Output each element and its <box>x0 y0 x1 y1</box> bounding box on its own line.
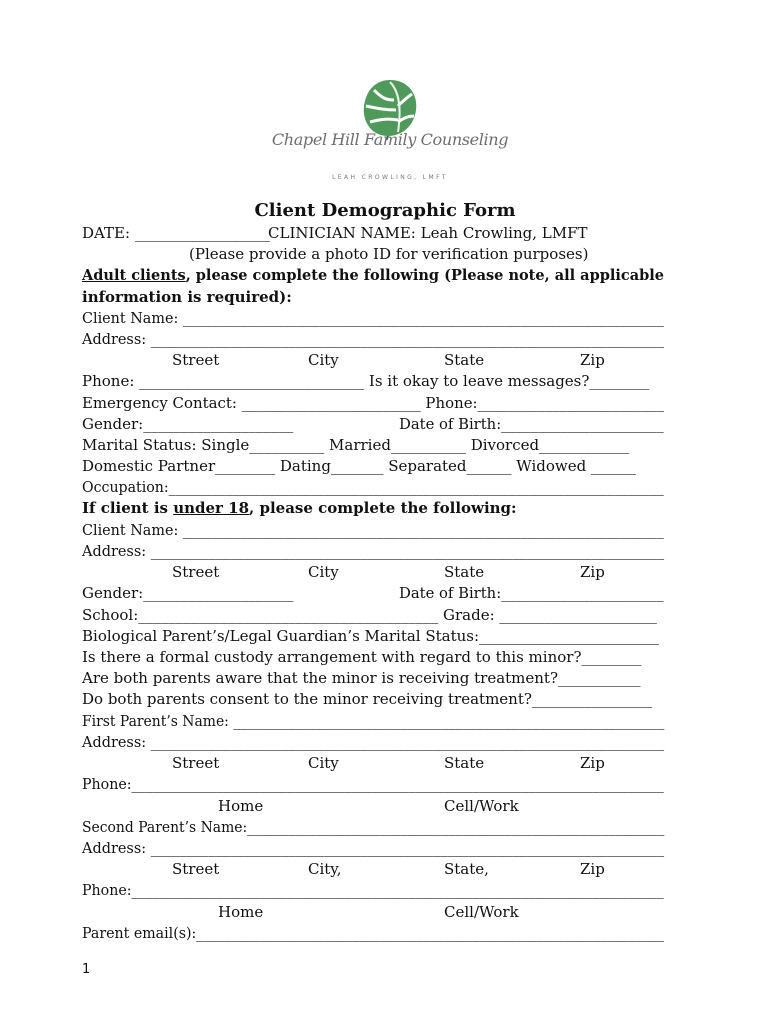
marital-status-field[interactable]: Marital Status: Single__________ Married__________ Divorced____________ <box>82 436 630 454</box>
minor-section-heading <box>82 499 517 518</box>
occupation-field[interactable]: Occupation:______________________________________________________________________ <box>82 478 664 496</box>
first-parent-city-label: City <box>308 754 339 772</box>
second-parent-phone-field[interactable]: Phone:___________________________________________________________________________ <box>82 881 664 899</box>
adult-dob-field[interactable]: Date of Birth:______________________ <box>399 415 664 433</box>
minor-street-label: Street <box>172 563 220 581</box>
minor-dob-field[interactable]: Date of Birth:______________________ <box>399 584 664 602</box>
adult-section-heading <box>82 266 664 285</box>
relationship-status-field[interactable]: Domestic Partner________ Dating_______ Separated______ Widowed ______ <box>82 457 636 475</box>
minor-client-name-field[interactable]: Client Name: ___________________________________________________________________ <box>82 521 664 539</box>
parents-consent-field[interactable]: Do both parents consent to the minor receiving treatment?________________ <box>82 690 652 708</box>
adult-heading-line2: information is required): <box>82 288 292 306</box>
minor-state-label: State <box>444 563 485 581</box>
practice-logo <box>270 72 510 190</box>
parents-aware-field[interactable]: Are both parents aware that the minor is receiving treatment?___________ <box>82 669 641 687</box>
adult-heading-underlined: Adult clients <box>82 266 186 284</box>
second-parent-home-label: Home <box>218 903 264 921</box>
second-parent-city-label: City, <box>308 860 342 878</box>
first-parent-phone-field[interactable]: Phone:___________________________________________________________________________ <box>82 775 664 793</box>
adult-state-label: State <box>444 351 485 369</box>
first-parent-street-label: Street <box>172 754 220 772</box>
emergency-contact-field[interactable]: Emergency Contact: ________________________ Phone:_________________________ <box>82 394 665 412</box>
school-grade-field[interactable]: School:________________________________________ Grade: _____________________ <box>82 606 657 624</box>
adult-address-field[interactable]: Address: _______________________________________________________________________ <box>82 330 665 348</box>
first-parent-cell-label: Cell/Work <box>444 797 519 815</box>
second-parent-name-field[interactable]: Second Parent’s Name:____________________________________________________________ <box>82 818 665 836</box>
minor-heading-rest: , please complete the following: <box>249 499 517 517</box>
adult-city-label: City <box>308 351 339 369</box>
page-number: 1 <box>82 962 91 977</box>
minor-city-label: City <box>308 563 339 581</box>
parent-email-field[interactable]: Parent email(s):__________________________________________________________________ <box>82 924 665 942</box>
minor-heading-underlined: under 18 <box>173 499 250 517</box>
second-parent-state-label: State, <box>444 860 489 878</box>
adult-heading-rest: , please complete the following (Please note, all applicable <box>185 266 664 284</box>
second-parent-cell-label: Cell/Work <box>444 903 519 921</box>
minor-heading-pre: If client is <box>82 499 174 517</box>
first-parent-address-field[interactable]: Address: _______________________________________________________________________ <box>82 733 665 751</box>
guardian-marital-status-field[interactable]: Biological Parent’s/Legal Guardian’s Marital Status:________________________ <box>82 627 660 645</box>
minor-gender-field[interactable]: Gender:____________________ <box>82 584 294 602</box>
second-parent-zip-label: Zip <box>580 860 605 878</box>
first-parent-home-label: Home <box>218 797 264 815</box>
minor-zip-label: Zip <box>580 563 605 581</box>
logo-subtitle: LEAH CROWLING, LMFT <box>332 174 448 181</box>
photo-id-note: (Please provide a photo ID for verification purposes) <box>189 245 589 263</box>
first-parent-state-label: State <box>444 754 485 772</box>
form-title: Client Demographic Form <box>254 200 516 221</box>
clinician-name: CLINICIAN NAME: Leah Crowling, LMFT <box>268 224 588 242</box>
adult-zip-label: Zip <box>580 351 605 369</box>
adult-phone-field[interactable]: Phone: ______________________________ Is it okay to leave messages?________ <box>82 372 650 390</box>
custody-arrangement-field[interactable]: Is there a formal custody arrangement with regard to this minor?________ <box>82 648 642 666</box>
adult-client-name-field[interactable]: Client Name: ___________________________________________________________________ <box>82 309 664 327</box>
second-parent-street-label: Street <box>172 860 220 878</box>
logo-wordmark: Chapel Hill Family Counseling <box>271 130 509 149</box>
adult-gender-field[interactable]: Gender:____________________ <box>82 415 294 433</box>
first-parent-zip-label: Zip <box>580 754 605 772</box>
first-parent-name-field[interactable]: First Parent’s Name: ______________________________________________________________ <box>82 712 665 730</box>
second-parent-address-field[interactable]: Address: _______________________________________________________________________ <box>82 839 665 857</box>
date-field[interactable]: DATE: __________________ <box>82 224 270 242</box>
adult-street-label: Street <box>172 351 220 369</box>
minor-address-field[interactable]: Address: _______________________________________________________________________ <box>82 542 665 560</box>
